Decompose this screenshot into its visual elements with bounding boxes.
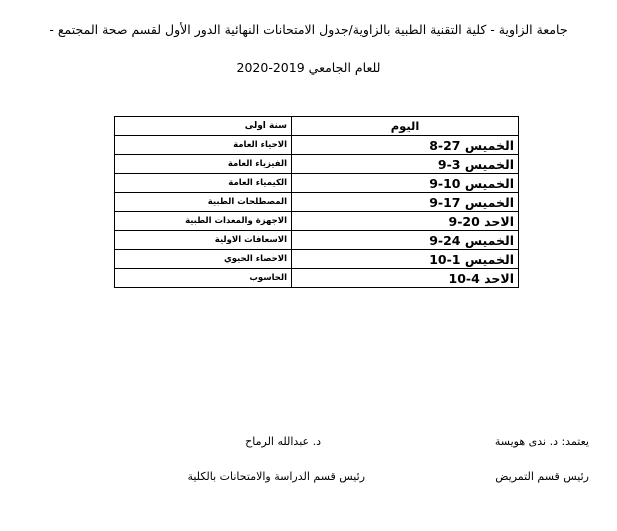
course-name: الحاسوب (115, 269, 292, 288)
studies-head-title: رئيس قسم الدراسة والامتحانات بالكلية (187, 470, 365, 483)
exam-day: الخميس 1-10 (292, 250, 519, 269)
course-name: المصطلحات الطبية (115, 193, 292, 212)
exam-schedule-table (114, 116, 519, 288)
table-row (115, 212, 519, 231)
exam-day: الخميس 10-9 (292, 174, 519, 193)
course-name: الاجهزة والمعدات الطبية (115, 212, 292, 231)
table-row (115, 174, 519, 193)
exam-day: الخميس 24-9 (292, 231, 519, 250)
table-row (115, 269, 519, 288)
approval-signature: يعتمد: د. ندى هويسة (494, 435, 589, 448)
exam-day: الخميس 27-8 (292, 136, 519, 155)
day-column-header: اليوم (292, 117, 519, 136)
course-name: الاحياء العامة (115, 136, 292, 155)
table-header-row (115, 117, 519, 136)
exam-day: الاحد 20-9 (292, 212, 519, 231)
table-row (115, 250, 519, 269)
exam-day: الخميس 3-9 (292, 155, 519, 174)
exam-day: الاحد 4-10 (292, 269, 519, 288)
table-row (115, 193, 519, 212)
course-name: الاسعافات الاولية (115, 231, 292, 250)
table-row (115, 136, 519, 155)
table-row (115, 155, 519, 174)
academic-year: للعام الجامعي 2019-2020 (236, 60, 381, 75)
exam-day: الخميس 17-9 (292, 193, 519, 212)
doctor-name: د. عبدالله الرماح (245, 435, 321, 448)
table-row (115, 231, 519, 250)
course-name: الاحصاء الحيوي (115, 250, 292, 269)
course-name: الكيمياء العامة (115, 174, 292, 193)
document-title: جامعة الزاوية - كلية التقنية الطبية بالزاوية/جدول الامتحانات النهائية الدور الأول لقسم صحة المجتمع - (49, 22, 568, 37)
nursing-head-title: رئيس قسم التمريض (495, 470, 589, 483)
course-name: الفيزياء العامة (115, 155, 292, 174)
course-column-header: سنة اولى (115, 117, 292, 136)
